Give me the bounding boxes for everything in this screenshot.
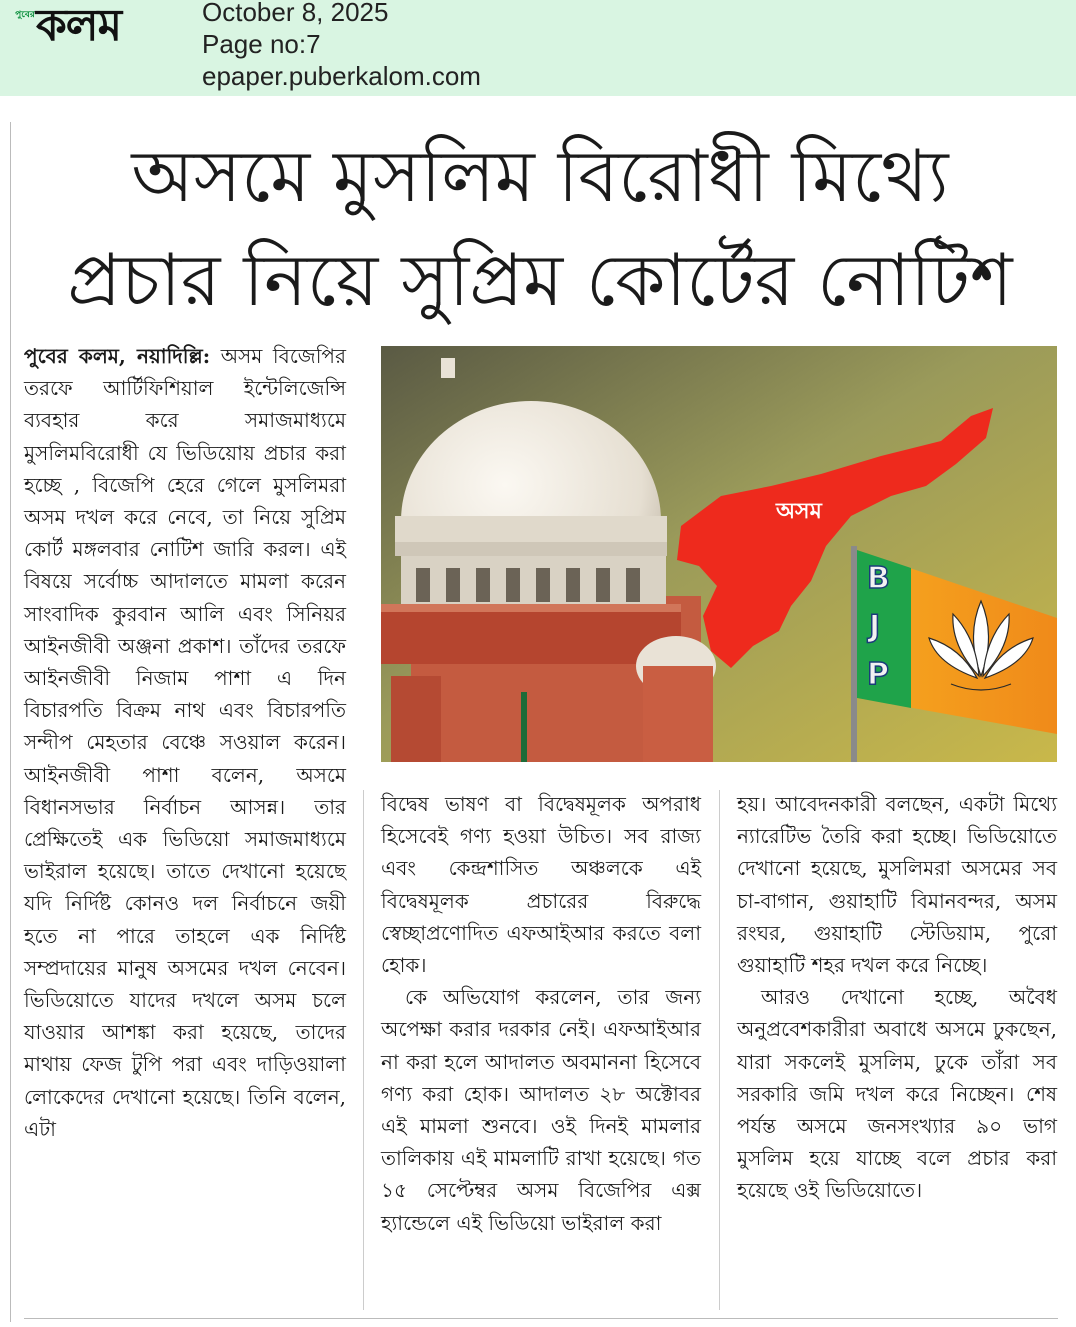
bottom-rule [24, 1318, 1058, 1319]
left-margin-rule [10, 122, 11, 1322]
article-column-3 [737, 788, 1057, 1207]
newspaper-logo[interactable] [14, 2, 186, 52]
dateline: পুবের কলম, নয়াদিল্লি: [24, 344, 211, 368]
edition-date: October 8, 2025 [202, 0, 389, 27]
map-label: অসম [776, 498, 822, 524]
article-photo [381, 346, 1057, 762]
photo-illustration [381, 346, 1057, 762]
headline-line-1: অসমে মুসলিম বিরোধী মিথ্যে [131, 134, 949, 218]
logo-small-text: পুবের [15, 10, 35, 20]
edition-meta [202, 0, 481, 92]
masthead-bar [0, 0, 1076, 96]
headline [20, 124, 1060, 332]
column-3-paragraph-2: আরও দেখানো হচ্ছে, অবৈধ অনুপ্রবেশকারীরা অবাধে অসমে ঢুকছেন, যারা সকলেই মুসলিম, ঢুকে তাঁরা সব সরকারি জমি দখল করে নিচ্ছেন। শেষ পর্যন্ত অসমে জনসংখ্যার ৯০ ভাগ মুসলিম হয়ে যাচ্ছে বলে প্রচার করা হয়েছে ওই ভিডিয়োতে। [737, 985, 1057, 1203]
column-1-text: অসম বিজেপির তরফে আর্টিফিশিয়াল ইন্টেলিজেন্সি ব্যবহার করে সমাজমাধ্যমে মুসলিমবিরোধী যে ভিডিয়োয় প্রচার করা হচ্ছে , বিজেপি হেরে গেলে মুসলিমরা অসম দখল করে নেবে, তা নিয়ে সুপ্রিম কোর্ট মঙ্গলবার নোটিশ জারি করল। এই বিষয়ে সর্বোচ্চ আদালতে মামলা করেন সাংবাদিক কুরবান আলি এবং সিনিয়র আইনজীবী অঞ্জনা প্রকাশ। তাঁদের তরফে আইনজীবী নিজাম পাশা এ দিন বিচারপতি বিক্রম নাথ এবং বিচারপতি সন্দীপ মেহতার বেঞ্চে সওয়াল করেন। আইনজীবী পাশা বলেন, অসমে বিধানসভার নির্বাচন আসন্ন। তার প্রেক্ষিতেই এক ভিডিয়ো সমাজমাধ্যমে ভাইরাল হয়েছে। তাতে দেখানো হয়েছে যদি নির্দিষ্ট কোনও দল নির্বাচনে জয়ী হতে না পারে তাহলে এক নির্দিষ্ট সম্প্রদায়ের মানুষ অসমের দখল নেবেন। ভিডিয়োতে যাদের দখলে অসম চলে যাওয়ার আশঙ্কা করা হয়েছে, তাদের মাথায় ফেজ টুপি পরা এবং দাড়িওয়ালা লোকেদের দেখানো হয়েছে। তিনি বলেন, এটা [24, 344, 347, 1141]
column-2-paragraph-2: কে অভিযোগ করলেন, তার জন্য অপেক্ষা করার দরকার নেই। এফআইআর না করা হলে আদালত অবমাননা হিসেবে গণ্য করা হোক। আদালত ২৮ অক্টোবর এই মামলা শুনবে। ওই দিনই মামলার তালিকায় এই মামলাটি রাখা হয়েছে। গত ১৫ সেপ্টেম্বর অসম বিজেপির এক্স হ্যান্ডেলে এই ভিডিয়ো ভাইরাল করা [381, 985, 701, 1235]
headline-line-2: প্রচার নিয়ে সুপ্রিম কোর্টের নোটিশ [67, 238, 1013, 322]
epaper-url[interactable]: epaper.puberkalom.com [202, 61, 481, 91]
column-divider-1 [363, 790, 364, 1310]
page-number: Page no:7 [202, 29, 321, 59]
article-column-1 [24, 340, 346, 1145]
flag-letter-j: J [869, 609, 881, 644]
column-3-paragraph-1: হয়। আবেদনকারী বলছেন, একটা মিথ্যে ন্যারেটিভ তৈরি করা হচ্ছে। ভিডিয়োতে দেখানো হয়েছে, মুসলিমরা অসমের সব চা-বাগান, গুয়াহাটি বিমানবন্দর, অসম রংঘর, গুয়াহাটি স্টেডিয়াম, পুরো গুয়াহাটি শহর দখল করে নিচ্ছে। [737, 792, 1057, 978]
column-2-paragraph-1: বিদ্বেষ ভাষণ বা বিদ্বেষমূলক অপরাধ হিসেবেই গণ্য হওয়া উচিত। সব রাজ্য এবং কেন্দ্রশাসিত অঞ্চলকে এই বিদ্বেষমূলক প্রচারের বিরুদ্ধে স্বেচ্ছাপ্রণোদিত এফআইআর করতে বলা হোক। [381, 792, 701, 978]
article-column-2 [381, 788, 701, 1239]
column-divider-2 [719, 790, 720, 1310]
logo-main-text: কলম [36, 0, 121, 51]
flag-letter-b: B [867, 561, 890, 596]
flag-letter-p: P [867, 657, 889, 692]
article-paragraph-1 [24, 340, 346, 1145]
